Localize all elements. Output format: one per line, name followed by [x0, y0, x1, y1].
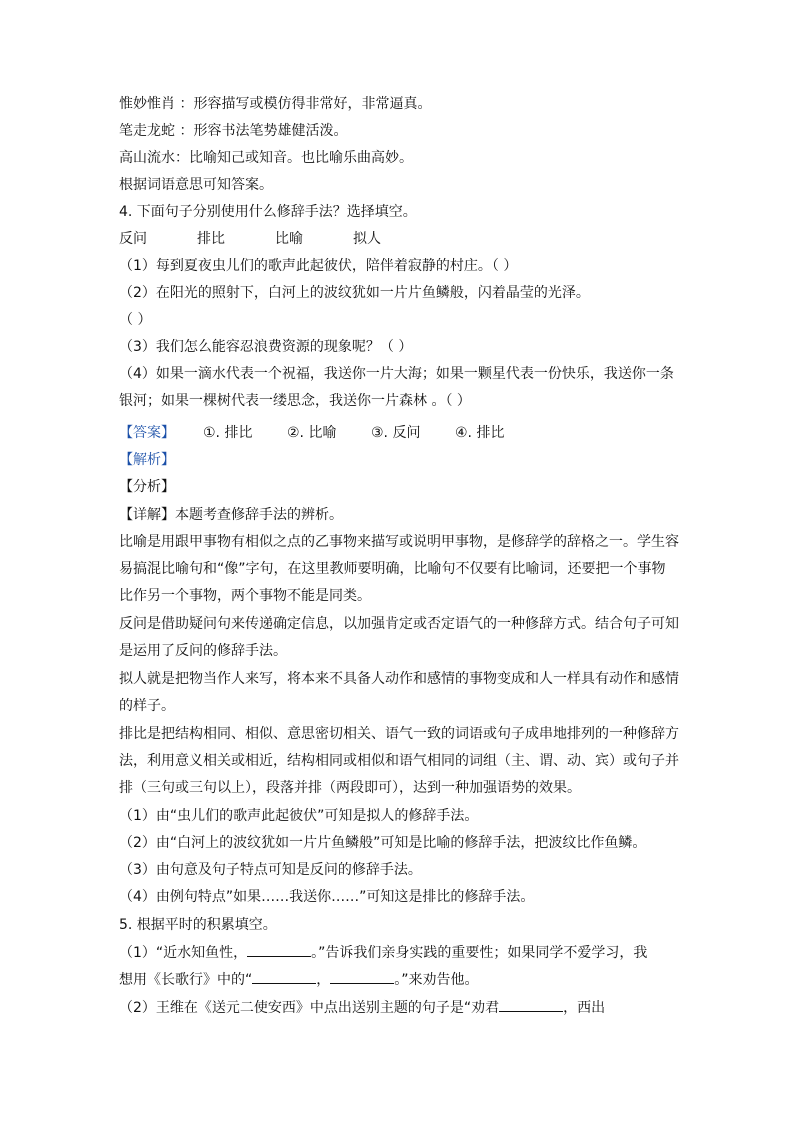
question-4-title: 4. 下面句子分别使用什么修辞手法？选择填空。 — [119, 204, 417, 220]
q5-text: ， — [316, 972, 331, 988]
q5-text: （2）王维在《送元二使安西》中点出送别主题的句子是“劝君 — [119, 1000, 500, 1016]
answer-3: ③. 反问 — [371, 425, 421, 441]
q5-part-2-line-1 — [119, 997, 605, 1018]
answer-1: ①. 排比 — [203, 425, 253, 441]
fill-blank[interactable] — [330, 969, 394, 984]
explanation-line: 易搞混比喻句和“像”字句，在这里教师要明确，比喻句不仅要有比喻词，还要把一个事物 — [119, 561, 666, 577]
explanation-line: 比作另一个事物，两个事物不能是同类。 — [119, 588, 371, 604]
q5-text: 。”告诉我们亲身实践的重要性；如果同学不爱学习，我 — [311, 945, 648, 961]
choice-4: 拟人 — [353, 231, 381, 247]
q5-text: 。”来劝告他。 — [394, 972, 479, 988]
idiom-line-1: 惟妙惟肖 ：形容描写或模仿得非常好，非常逼真。 — [119, 96, 432, 112]
sentence-1: （1）每到夏夜虫儿们的歌声此起彼伏，陪伴着寂静的村庄。（ ） — [119, 258, 518, 274]
idiom-line-2: 笔走龙蛇 ：形容书法笔势雄健活泼。 — [119, 123, 348, 139]
answer-row — [119, 423, 504, 443]
choice-row — [119, 229, 381, 249]
fill-blank[interactable] — [499, 997, 563, 1012]
q5-part-1-line-1 — [119, 942, 647, 963]
analysis-line-4: （4）由例句特点”如果……我送你……”可知这是排比的修辞手法。 — [119, 889, 535, 905]
explanation-line: 反问是借助疑问句来传递确定信息，以加强肯定或否定语气的一种修辞方式。结合句子可知 — [119, 616, 679, 632]
q5-part-1-line-2 — [119, 969, 479, 990]
explanation-line: 拟人就是把物当作人来写，将本来不具备人动作和感情的事物变成和人一样具有动作和感情 — [119, 671, 679, 687]
fenxi-tag: 【分析】 — [119, 479, 175, 495]
sentence-4-line-1: （4）如果一滴水代表一个祝福，我送你一片大海；如果一颗星代表一份快乐，我送你一条 — [119, 366, 674, 382]
sentence-2: （2）在阳光的照射下，白河上的波纹犹如一片片鱼鳞般，闪着晶莹的光泽。 — [119, 285, 590, 301]
answer-4: ④. 排比 — [455, 425, 505, 441]
fill-blank[interactable] — [247, 942, 311, 957]
q5-text: （1）“近水知鱼性， — [119, 945, 248, 961]
q5-text: ，西出 — [563, 1000, 606, 1016]
choice-2: 排比 — [197, 231, 225, 247]
choice-1: 反问 — [119, 231, 147, 247]
analysis-line-1: （1）由“虫儿们的歌声此起彼伏”可知是拟人的修辞手法。 — [119, 808, 479, 824]
answer-2: ②. 比喻 — [287, 425, 337, 441]
explanation-line: 法，利用意义相关或相近，结构相同或相似和语气相同的词组（主、谓、动、宾）或句子并 — [119, 753, 679, 769]
idiom-line-3: 高山流水：比喻知己或知音。也比喻乐曲高妙。 — [119, 150, 413, 166]
fill-blank[interactable] — [252, 969, 316, 984]
explanation-line: 排比是把结构相同、相似、意思密切相关、语气一致的词语或句子成串地排列的一种修辞方 — [119, 726, 679, 742]
sentence-4-line-2: 银河；如果一棵树代表一缕思念，我送你一片森林 。（ ） — [119, 393, 471, 409]
analysis-line-3: （3）由句意及句子特点可知是反问的修辞手法。 — [119, 862, 422, 878]
analysis-tag: 【解析】 — [119, 452, 175, 468]
explanation-line: 是运用了反问的修辞手法。 — [119, 643, 287, 659]
answer-tag: 【答案】 — [119, 425, 175, 441]
explanation-line: 的样子。 — [119, 698, 175, 714]
explanation-line: 排（三句或三句以上），段落并排（两段即可），达到一种加强语势的效果。 — [119, 780, 581, 796]
sentence-3: （3）我们怎么能容忍浪费资源的现象呢？（ ） — [119, 339, 413, 355]
question-5-title: 5. 根据平时的积累填空。 — [119, 917, 277, 933]
sentence-2-blank: （ ） — [119, 312, 152, 328]
explanation-line: 比喻是用跟甲事物有相似之点的乙事物来描写或说明甲事物，是修辞学的辞格之一。学生容 — [119, 534, 679, 550]
choice-3: 比喻 — [275, 231, 303, 247]
q5-text: 想用《长歌行》中的“ — [119, 972, 253, 988]
explanation-intro: 【详解】本题考查修辞手法的辨析。 — [119, 507, 343, 523]
analysis-line-2: （2）由“白河上的波纹犹如一片片鱼鳞般”可知是比喻的修辞手法，把波纹比作鱼鳞。 — [119, 835, 647, 851]
conclusion-line: 根据词语意思可知答案。 — [119, 177, 273, 193]
